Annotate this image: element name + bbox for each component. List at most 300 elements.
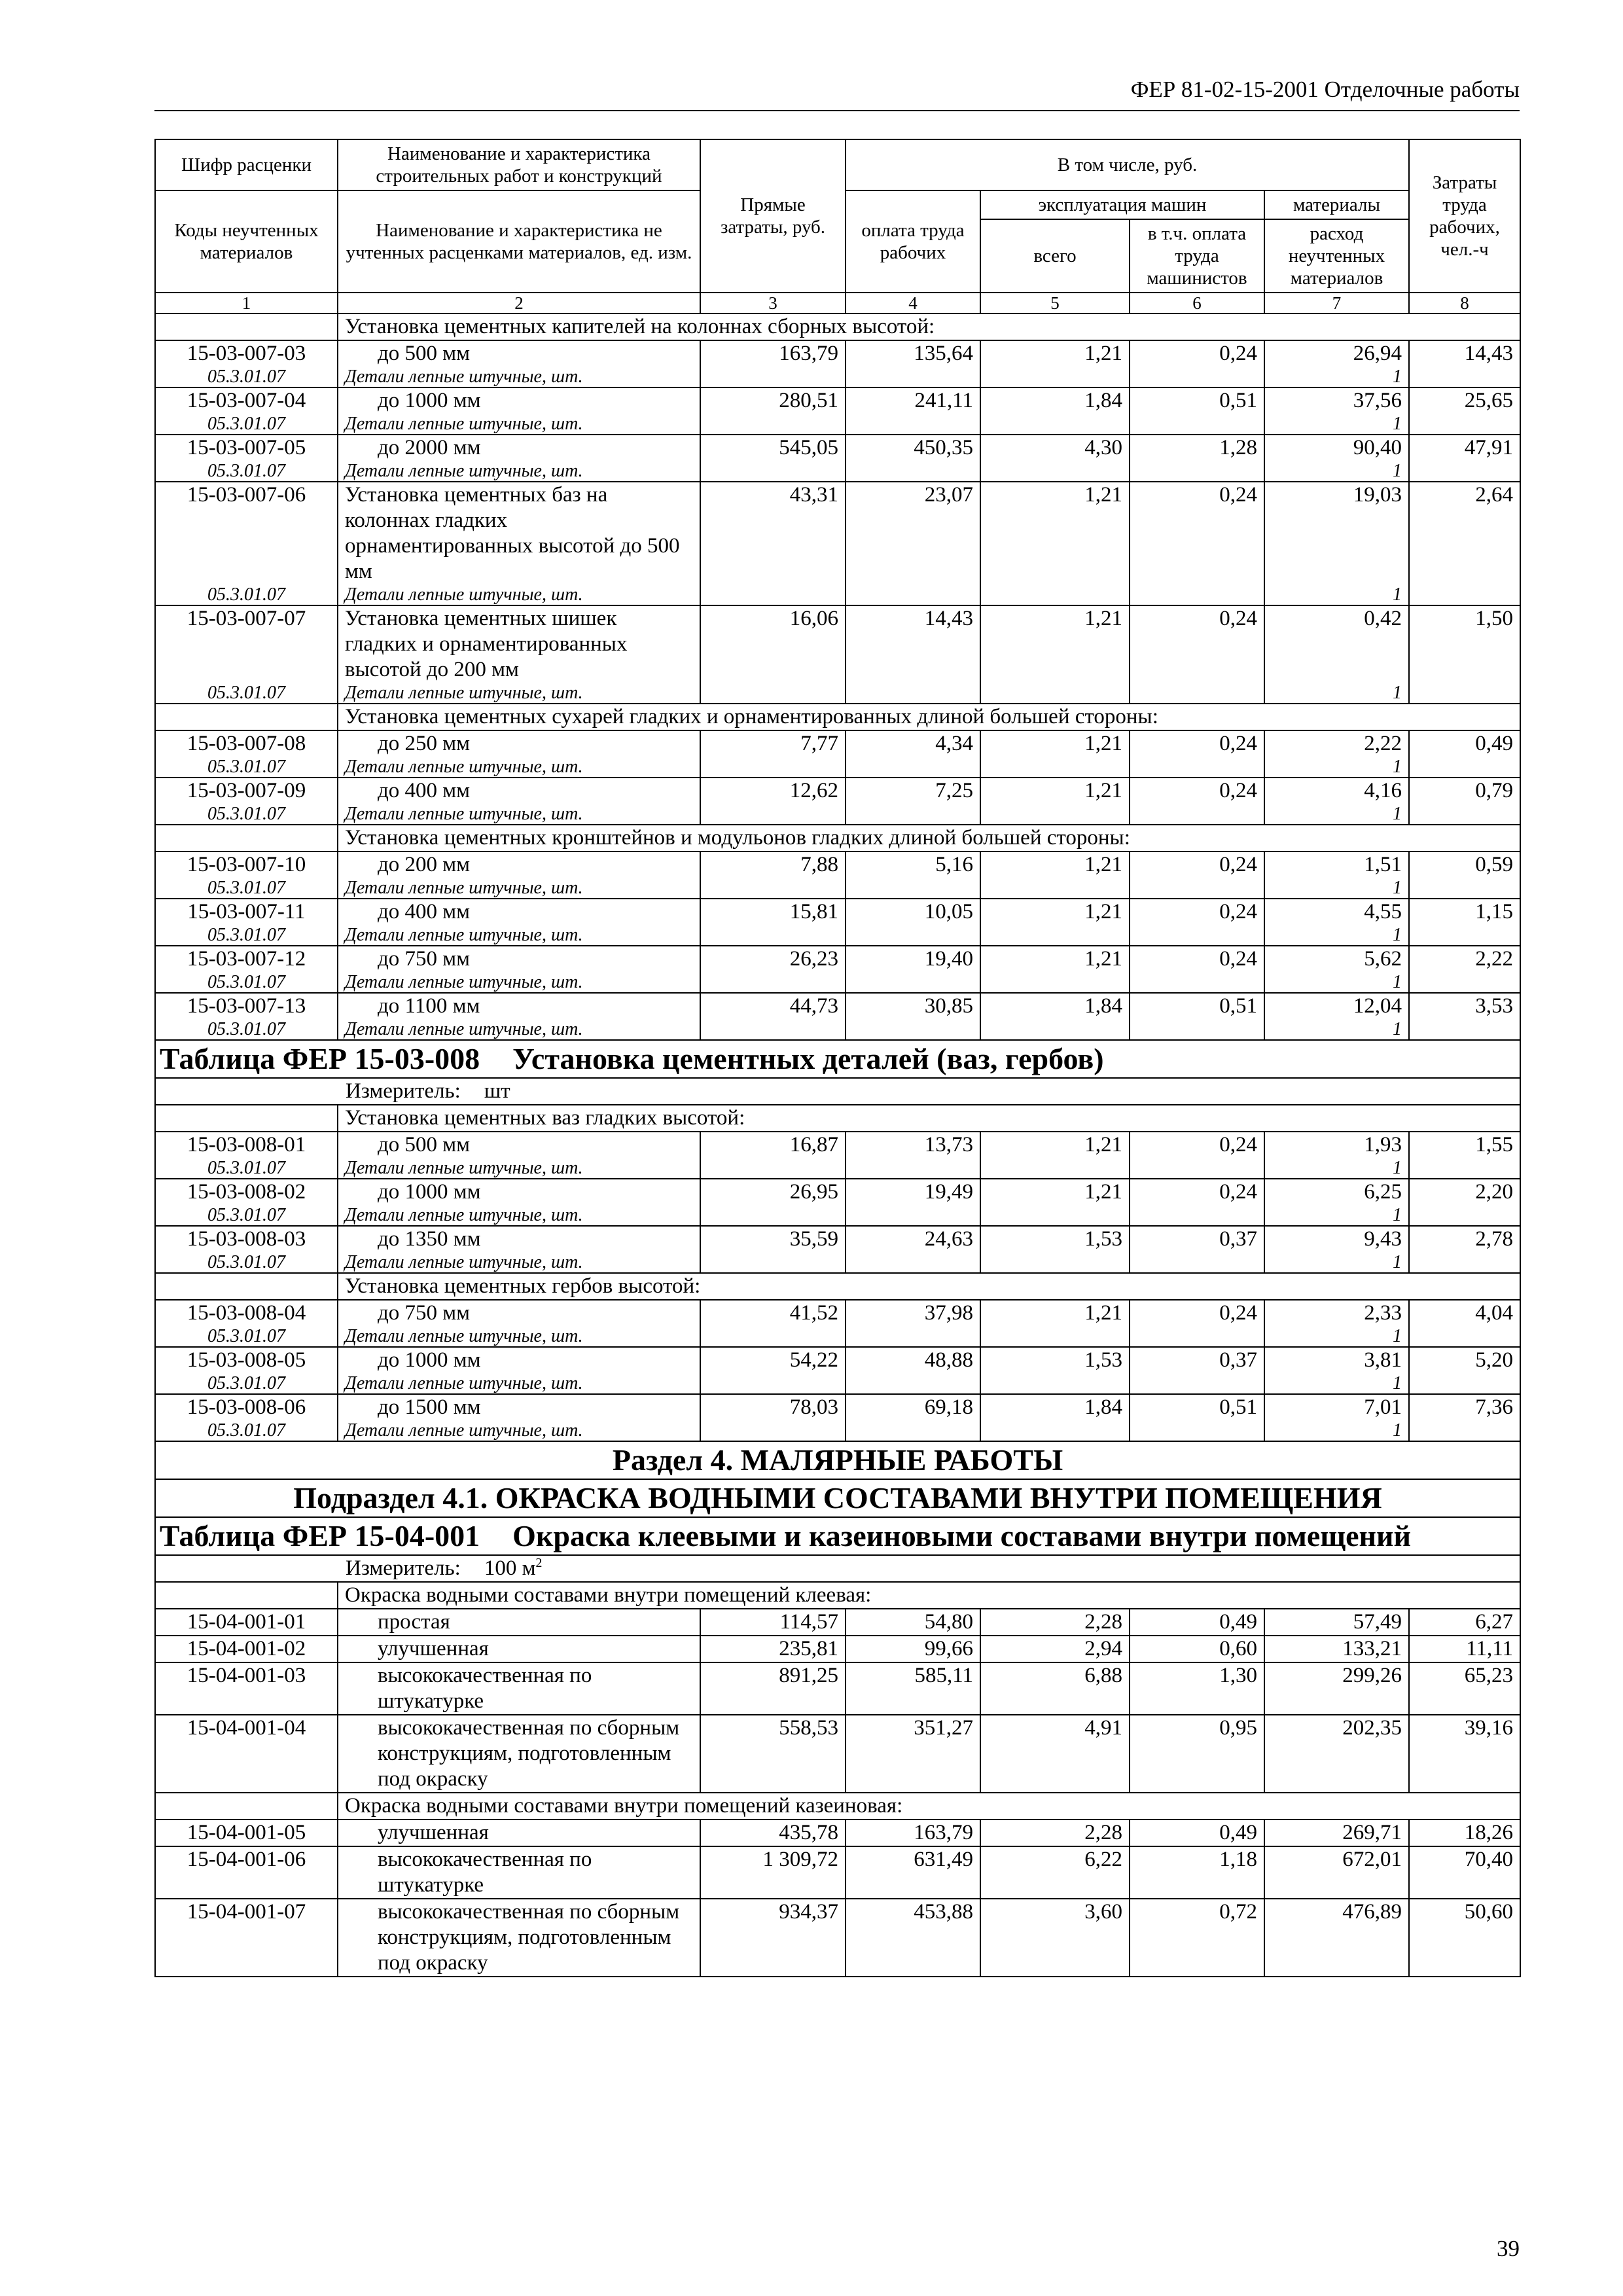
material-code: 05.3.01.07	[155, 461, 338, 482]
price-table	[154, 139, 1521, 1977]
rate-row	[155, 1300, 1520, 1326]
direct-cost: 26,23	[700, 946, 846, 972]
section-title-row	[155, 1441, 1520, 1479]
operators-cost: 0,51	[1130, 387, 1264, 414]
rate-row	[155, 946, 1520, 972]
material-row	[155, 1019, 1520, 1040]
group-heading: Установка цементных ваз гладких высотой:	[338, 1105, 1520, 1132]
material-row	[155, 1205, 1520, 1226]
wages-cost: 241,11	[846, 387, 980, 414]
wages-cost: 54,80	[846, 1609, 980, 1636]
empty-cell	[846, 584, 980, 605]
rate-code: 15-03-007-03	[155, 340, 338, 367]
materials-cost: 1,93	[1264, 1132, 1409, 1158]
operators-cost: 0,24	[1130, 946, 1264, 972]
operators-cost: 0,24	[1130, 899, 1264, 925]
wages-cost: 351,27	[846, 1715, 980, 1793]
group-heading: Установка цементных сухарей гладких и орнаментированных длиной большей стороны:	[338, 704, 1520, 730]
rate-code: 15-03-007-10	[155, 852, 338, 878]
rate-row	[155, 1636, 1520, 1662]
rate-name: до 200 мм	[338, 852, 700, 878]
table-code: Таблица ФЕР 15-04-001	[160, 1519, 480, 1552]
operators-cost: 0,24	[1130, 730, 1264, 757]
material-code: 05.3.01.07	[155, 414, 338, 435]
rate-code: 15-03-007-12	[155, 946, 338, 972]
machines-cost: 1,53	[980, 1347, 1130, 1373]
empty-cell	[155, 1273, 338, 1300]
empty-cell	[1130, 757, 1264, 778]
direct-cost: 43,31	[700, 482, 846, 584]
material-code: 05.3.01.07	[155, 878, 338, 899]
labor-hours: 47,91	[1409, 435, 1520, 461]
machines-cost: 2,28	[980, 1820, 1130, 1846]
empty-cell	[846, 804, 980, 825]
table-title-row	[155, 1517, 1520, 1555]
machines-cost: 1,84	[980, 1394, 1130, 1420]
empty-cell	[1409, 757, 1520, 778]
empty-cell	[980, 925, 1130, 946]
labor-hours: 5,20	[1409, 1347, 1520, 1373]
empty-cell	[700, 1252, 846, 1273]
material-row	[155, 925, 1520, 946]
material-qty: 1	[1264, 367, 1409, 387]
direct-cost: 1 309,72	[700, 1846, 846, 1899]
rate-name: простая	[338, 1609, 700, 1636]
material-row	[155, 972, 1520, 993]
header-code: Шифр расценки	[155, 139, 338, 190]
meter-sup: 2	[535, 1556, 543, 1570]
rate-row	[155, 1715, 1520, 1793]
machines-cost: 1,53	[980, 1226, 1130, 1252]
wages-cost: 23,07	[846, 482, 980, 584]
empty-cell	[980, 972, 1130, 993]
direct-cost: 44,73	[700, 993, 846, 1019]
material-name: Детали лепные штучные, шт.	[338, 757, 700, 778]
direct-cost: 7,88	[700, 852, 846, 878]
group-heading: Окраска водными составами внутри помещений казеиновая:	[338, 1793, 1520, 1820]
rate-row	[155, 1132, 1520, 1158]
machines-cost: 1,21	[980, 852, 1130, 878]
wages-cost: 453,88	[846, 1899, 980, 1977]
empty-cell	[980, 804, 1130, 825]
empty-cell	[980, 367, 1130, 387]
labor-hours: 2,22	[1409, 946, 1520, 972]
direct-cost: 435,78	[700, 1820, 846, 1846]
rate-name: высококачественная по сборным конструкциям, подготовленным под окраску	[338, 1715, 700, 1793]
material-name: Детали лепные штучные, шт.	[338, 1420, 700, 1441]
rate-code: 15-03-007-08	[155, 730, 338, 757]
material-code: 05.3.01.07	[155, 584, 338, 605]
group-row	[155, 314, 1520, 340]
group-heading: Установка цементных капителей на колоннах сборных высотой:	[338, 314, 1520, 340]
materials-cost: 12,04	[1264, 993, 1409, 1019]
group-heading: Установка цементных кронштейнов и модульонов гладких длиной большей стороны:	[338, 825, 1520, 852]
empty-cell	[1409, 1373, 1520, 1394]
labor-hours: 14,43	[1409, 340, 1520, 367]
direct-cost: 891,25	[700, 1662, 846, 1715]
rate-code: 15-03-008-02	[155, 1179, 338, 1205]
labor-hours: 0,59	[1409, 852, 1520, 878]
operators-cost: 0,95	[1130, 1715, 1264, 1793]
wages-cost: 30,85	[846, 993, 980, 1019]
subsection-title: Подраздел 4.1. ОКРАСКА ВОДНЫМИ СОСТАВАМИ ВНУТРИ ПОМЕЩЕНИЯ	[155, 1479, 1520, 1517]
rate-name: до 500 мм	[338, 340, 700, 367]
rate-code: 15-04-001-06	[155, 1846, 338, 1899]
machines-cost: 4,30	[980, 435, 1130, 461]
empty-cell	[700, 804, 846, 825]
rate-row	[155, 1226, 1520, 1252]
operators-cost: 0,51	[1130, 993, 1264, 1019]
materials-cost: 5,62	[1264, 946, 1409, 972]
rate-row	[155, 778, 1520, 804]
rate-code: 15-03-007-04	[155, 387, 338, 414]
rate-row	[155, 1394, 1520, 1420]
rate-name: до 1500 мм	[338, 1394, 700, 1420]
material-qty: 1	[1264, 804, 1409, 825]
direct-cost: 114,57	[700, 1609, 846, 1636]
material-name: Детали лепные штучные, шт.	[338, 972, 700, 993]
empty-cell	[700, 1158, 846, 1179]
rate-code: 15-03-008-05	[155, 1347, 338, 1373]
header-mat-use: расход неучтенных материалов	[1264, 219, 1409, 293]
header-codes-nonincl: Коды неучтенных материалов	[155, 190, 338, 293]
materials-cost: 133,21	[1264, 1636, 1409, 1662]
rate-row	[155, 1662, 1520, 1715]
rate-name: до 1000 мм	[338, 387, 700, 414]
labor-hours: 11,11	[1409, 1636, 1520, 1662]
wages-cost: 450,35	[846, 435, 980, 461]
empty-cell	[1409, 1205, 1520, 1226]
materials-cost: 6,25	[1264, 1179, 1409, 1205]
rate-code: 15-03-007-06	[155, 482, 338, 584]
empty-cell	[846, 367, 980, 387]
empty-cell	[1409, 972, 1520, 993]
rate-row	[155, 1899, 1520, 1977]
material-row	[155, 1420, 1520, 1441]
wages-cost: 48,88	[846, 1347, 980, 1373]
material-qty: 1	[1264, 1252, 1409, 1273]
material-code: 05.3.01.07	[155, 1420, 338, 1441]
empty-cell	[1130, 461, 1264, 482]
empty-cell	[700, 878, 846, 899]
rate-row	[155, 1609, 1520, 1636]
col-num: 8	[1409, 293, 1520, 314]
wages-cost: 585,11	[846, 1662, 980, 1715]
table-title-row	[155, 1040, 1520, 1078]
rate-code: 15-03-007-11	[155, 899, 338, 925]
material-name: Детали лепные штучные, шт.	[338, 1019, 700, 1040]
direct-cost: 78,03	[700, 1394, 846, 1420]
materials-cost: 57,49	[1264, 1609, 1409, 1636]
wages-cost: 14,43	[846, 605, 980, 683]
empty-cell	[846, 925, 980, 946]
table-body	[155, 314, 1520, 1977]
empty-cell	[980, 584, 1130, 605]
operators-cost: 0,49	[1130, 1820, 1264, 1846]
col-num: 4	[846, 293, 980, 314]
material-row	[155, 878, 1520, 899]
rate-code: 15-03-007-13	[155, 993, 338, 1019]
operators-cost: 0,24	[1130, 1132, 1264, 1158]
labor-hours: 65,23	[1409, 1662, 1520, 1715]
col-num: 6	[1130, 293, 1264, 314]
empty-cell	[1130, 1252, 1264, 1273]
header-name-nonincl: Наименование и характеристика не учтенных расценками материалов, ед. изм.	[338, 190, 700, 293]
empty-cell	[980, 878, 1130, 899]
material-name: Детали лепные штучные, шт.	[338, 1326, 700, 1347]
material-qty: 1	[1264, 1205, 1409, 1226]
wages-cost: 69,18	[846, 1394, 980, 1420]
rate-name: улучшенная	[338, 1820, 700, 1846]
rate-row	[155, 730, 1520, 757]
material-row	[155, 1252, 1520, 1273]
labor-hours: 50,60	[1409, 1899, 1520, 1977]
wages-cost: 13,73	[846, 1132, 980, 1158]
rate-code: 15-04-001-03	[155, 1662, 338, 1715]
page-number: 39	[1497, 2236, 1520, 2261]
operators-cost: 1,28	[1130, 435, 1264, 461]
empty-cell	[846, 414, 980, 435]
operators-cost: 1,30	[1130, 1662, 1264, 1715]
rate-code: 15-03-008-01	[155, 1132, 338, 1158]
empty-cell	[980, 1205, 1130, 1226]
rate-row	[155, 482, 1520, 584]
labor-hours: 1,55	[1409, 1132, 1520, 1158]
direct-cost: 26,95	[700, 1179, 846, 1205]
empty-cell	[980, 414, 1130, 435]
rate-code: 15-03-007-09	[155, 778, 338, 804]
header-incl: В том числе, руб.	[846, 139, 1409, 190]
material-qty: 1	[1264, 878, 1409, 899]
empty-cell	[846, 878, 980, 899]
operators-cost: 0,24	[1130, 605, 1264, 683]
wages-cost: 7,25	[846, 778, 980, 804]
rate-code: 15-03-007-05	[155, 435, 338, 461]
empty-cell	[1409, 461, 1520, 482]
rate-row	[155, 435, 1520, 461]
rate-row	[155, 993, 1520, 1019]
machines-cost: 1,21	[980, 1300, 1130, 1326]
machines-cost: 1,21	[980, 1179, 1130, 1205]
material-row	[155, 414, 1520, 435]
material-row	[155, 757, 1520, 778]
group-row	[155, 825, 1520, 852]
machines-cost: 2,94	[980, 1636, 1130, 1662]
labor-hours: 39,16	[1409, 1715, 1520, 1793]
col-num: 5	[980, 293, 1130, 314]
material-name: Детали лепные штучные, шт.	[338, 414, 700, 435]
wages-cost: 5,16	[846, 852, 980, 878]
empty-cell	[1130, 414, 1264, 435]
rate-name: до 1000 мм	[338, 1179, 700, 1205]
labor-hours: 1,15	[1409, 899, 1520, 925]
wages-cost: 163,79	[846, 1820, 980, 1846]
group-row	[155, 1273, 1520, 1300]
empty-cell	[1409, 1158, 1520, 1179]
rate-code: 15-04-001-02	[155, 1636, 338, 1662]
operators-cost: 0,37	[1130, 1347, 1264, 1373]
material-qty: 1	[1264, 461, 1409, 482]
empty-cell	[980, 461, 1130, 482]
table-code: Таблица ФЕР 15-03-008	[160, 1042, 480, 1075]
empty-cell	[700, 683, 846, 704]
empty-cell	[1130, 683, 1264, 704]
wages-cost: 631,49	[846, 1846, 980, 1899]
header-wages: оплата труда рабочих	[846, 190, 980, 293]
empty-cell	[846, 1205, 980, 1226]
machines-cost: 3,60	[980, 1899, 1130, 1977]
material-code: 05.3.01.07	[155, 972, 338, 993]
material-code: 05.3.01.07	[155, 1158, 338, 1179]
empty-cell	[846, 757, 980, 778]
empty-cell	[1409, 878, 1520, 899]
direct-cost: 545,05	[700, 435, 846, 461]
rate-code: 15-03-008-03	[155, 1226, 338, 1252]
direct-cost: 35,59	[700, 1226, 846, 1252]
labor-hours: 2,20	[1409, 1179, 1520, 1205]
operators-cost: 0,60	[1130, 1636, 1264, 1662]
empty-cell	[1130, 972, 1264, 993]
operators-cost: 1,18	[1130, 1846, 1264, 1899]
direct-cost: 558,53	[700, 1715, 846, 1793]
material-row	[155, 1158, 1520, 1179]
empty-cell	[1409, 925, 1520, 946]
empty-cell	[1130, 1373, 1264, 1394]
rate-row	[155, 852, 1520, 878]
materials-cost: 2,22	[1264, 730, 1409, 757]
machines-cost: 1,21	[980, 778, 1130, 804]
empty-cell	[1409, 367, 1520, 387]
group-row	[155, 1582, 1520, 1609]
rate-name: до 2000 мм	[338, 435, 700, 461]
wages-cost: 4,34	[846, 730, 980, 757]
machines-cost: 1,21	[980, 340, 1130, 367]
material-code: 05.3.01.07	[155, 1326, 338, 1347]
empty-cell	[700, 1373, 846, 1394]
materials-cost: 0,42	[1264, 605, 1409, 683]
materials-cost: 4,55	[1264, 899, 1409, 925]
rate-name: до 1000 мм	[338, 1347, 700, 1373]
machines-cost: 2,28	[980, 1609, 1130, 1636]
rate-name: до 400 мм	[338, 778, 700, 804]
subsection-title-row	[155, 1479, 1520, 1517]
operators-cost: 0,49	[1130, 1609, 1264, 1636]
rate-code: 15-04-001-05	[155, 1820, 338, 1846]
labor-hours: 4,04	[1409, 1300, 1520, 1326]
direct-cost: 16,06	[700, 605, 846, 683]
operators-cost: 0,24	[1130, 1179, 1264, 1205]
group-row	[155, 1105, 1520, 1132]
direct-cost: 280,51	[700, 387, 846, 414]
material-name: Детали лепные штучные, шт.	[338, 1252, 700, 1273]
meter-label: Измеритель:	[346, 1556, 461, 1580]
material-code: 05.3.01.07	[155, 683, 338, 704]
material-code: 05.3.01.07	[155, 367, 338, 387]
header-labor: Затраты труда рабочих, чел.-ч	[1409, 139, 1520, 293]
material-name: Детали лепные штучные, шт.	[338, 461, 700, 482]
material-qty: 1	[1264, 1373, 1409, 1394]
wages-cost: 135,64	[846, 340, 980, 367]
empty-cell	[700, 367, 846, 387]
machines-cost: 1,21	[980, 730, 1130, 757]
empty-cell	[846, 1420, 980, 1441]
table-title: Установка цементных деталей (ваз, гербов)	[512, 1042, 1104, 1075]
meter-value: шт	[484, 1079, 510, 1103]
direct-cost: 15,81	[700, 899, 846, 925]
header-total: всего	[980, 219, 1130, 293]
materials-cost: 3,81	[1264, 1347, 1409, 1373]
running-head: ФЕР 81-02-15-2001 Отделочные работы	[154, 73, 1520, 111]
empty-cell	[1409, 1326, 1520, 1347]
machines-cost: 1,84	[980, 993, 1130, 1019]
materials-cost: 19,03	[1264, 482, 1409, 584]
empty-cell	[700, 414, 846, 435]
material-name: Детали лепные штучные, шт.	[338, 367, 700, 387]
material-name: Детали лепные штучные, шт.	[338, 1205, 700, 1226]
material-code: 05.3.01.07	[155, 1019, 338, 1040]
wages-cost: 10,05	[846, 899, 980, 925]
material-row	[155, 804, 1520, 825]
empty-cell	[1130, 878, 1264, 899]
materials-cost: 26,94	[1264, 340, 1409, 367]
operators-cost: 0,24	[1130, 778, 1264, 804]
direct-cost: 934,37	[700, 1899, 846, 1977]
material-qty: 1	[1264, 1420, 1409, 1441]
empty-cell	[1409, 414, 1520, 435]
empty-cell	[1130, 1158, 1264, 1179]
labor-hours: 2,64	[1409, 482, 1520, 584]
empty-cell	[1409, 804, 1520, 825]
labor-hours: 7,36	[1409, 1394, 1520, 1420]
material-row	[155, 683, 1520, 704]
materials-cost: 7,01	[1264, 1394, 1409, 1420]
empty-cell	[155, 1582, 338, 1609]
material-qty: 1	[1264, 414, 1409, 435]
operators-cost: 0,37	[1130, 1226, 1264, 1252]
material-name: Детали лепные штучные, шт.	[338, 925, 700, 946]
machines-cost: 1,21	[980, 1132, 1130, 1158]
material-name: Детали лепные штучные, шт.	[338, 683, 700, 704]
col-num: 1	[155, 293, 338, 314]
materials-cost: 672,01	[1264, 1846, 1409, 1899]
material-row	[155, 367, 1520, 387]
empty-cell	[155, 1105, 338, 1132]
direct-cost: 12,62	[700, 778, 846, 804]
empty-cell	[1409, 1019, 1520, 1040]
empty-cell	[980, 1019, 1130, 1040]
machines-cost: 6,88	[980, 1662, 1130, 1715]
rate-name: высококачественная по штукатурке	[338, 1846, 700, 1899]
materials-cost: 202,35	[1264, 1715, 1409, 1793]
empty-cell	[1130, 804, 1264, 825]
meter-value: 100 м	[484, 1556, 536, 1580]
operators-cost: 0,24	[1130, 340, 1264, 367]
material-qty: 1	[1264, 972, 1409, 993]
operators-cost: 0,24	[1130, 482, 1264, 584]
empty-cell	[980, 1420, 1130, 1441]
materials-cost: 4,16	[1264, 778, 1409, 804]
empty-cell	[155, 825, 338, 852]
labor-hours: 18,26	[1409, 1820, 1520, 1846]
empty-cell	[1130, 367, 1264, 387]
empty-cell	[846, 1373, 980, 1394]
direct-cost: 16,87	[700, 1132, 846, 1158]
empty-cell	[980, 683, 1130, 704]
direct-cost: 7,77	[700, 730, 846, 757]
machines-cost: 1,21	[980, 605, 1130, 683]
header-materials: материалы	[1264, 190, 1409, 219]
rate-name: до 750 мм	[338, 946, 700, 972]
